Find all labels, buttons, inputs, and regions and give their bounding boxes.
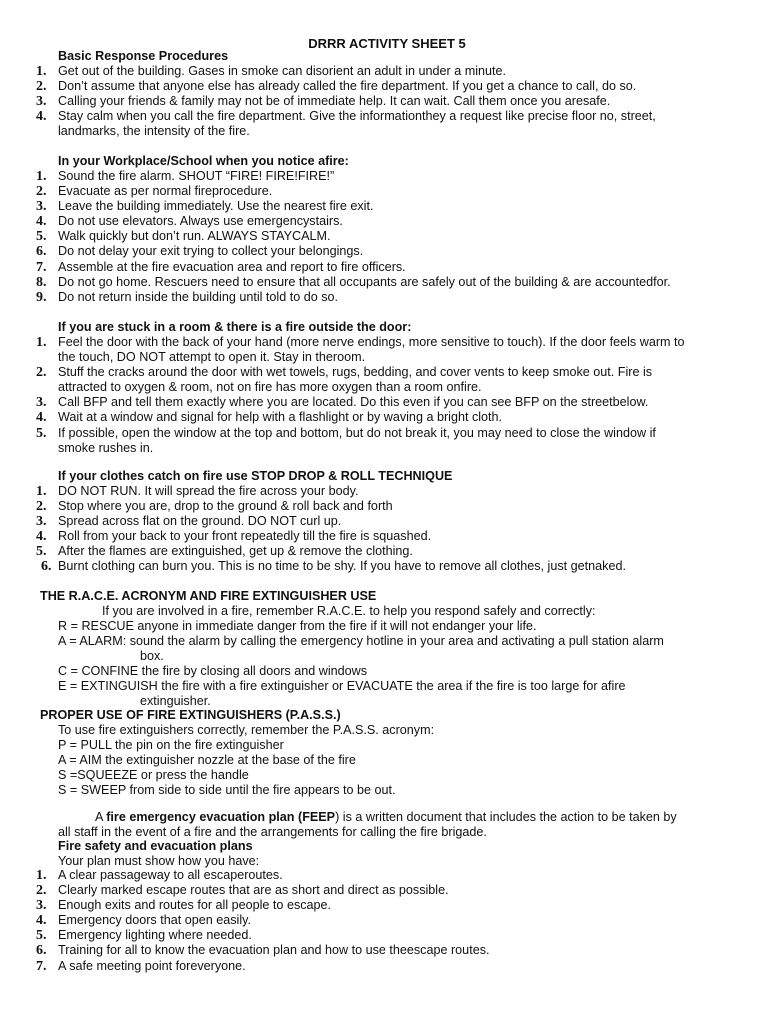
list-item-text: Feel the door with the back of your hand (more nerve endings, more sensitive to touch). If the door feels warm to the touch, DO NOT attempt to open it. Stay in theroom.: [58, 335, 685, 365]
list-number: 6.: [41, 559, 52, 575]
list-item: [0, 214, 768, 229]
list-item-text: Clearly marked escape routes that are as short and direct as possible.: [58, 883, 449, 898]
list-item: [0, 484, 768, 499]
feep-suffix: ) is a written document that includes the action to be taken by: [335, 810, 677, 824]
feep-intro: Your plan must show how you have:: [58, 854, 260, 868]
list-item: [0, 290, 768, 305]
section-heading-pass: PROPER USE OF FIRE EXTINGUISHERS (P.A.S.S.): [40, 708, 341, 722]
list-item-text: Burnt clothing can burn you. This is no time to be shy. If you have to remove all clothes, just getnaked.: [58, 559, 626, 574]
list-item-text: Do not use elevators. Always use emergencystairs.: [58, 214, 343, 229]
list-number: 6.: [36, 943, 47, 959]
list-item: [0, 868, 768, 883]
list-item-text: Don’t assume that anyone else has already called the fire department. If you get a chance to call, do so.: [58, 79, 637, 94]
pass-sweep: S = SWEEP from side to side until the fire appears to be out.: [58, 783, 396, 797]
list-item-text: Do not go home. Rescuers need to ensure that all occupants are safely out of the building & are accountedfor.: [58, 274, 671, 289]
list-number: 9.: [36, 289, 47, 305]
race-extinguish: E = EXTINGUISH the fire with a fire extinguisher or EVACUATE the area if the fire is too large for afire: [58, 679, 626, 693]
list-item: [0, 94, 768, 109]
list-number: 4.: [36, 913, 47, 929]
list-item: [0, 244, 768, 259]
list-number: 1.: [36, 868, 47, 883]
list-item: [0, 229, 768, 244]
section-heading-race: THE R.A.C.E. ACRONYM AND FIRE EXTINGUISHER USE: [40, 589, 377, 603]
list-item-text: Do not delay your exit trying to collect your belongings.: [58, 244, 364, 259]
list-item: [0, 275, 768, 290]
list-item: [0, 199, 768, 214]
list-item: [0, 913, 768, 928]
list-item-text: Emergency doors that open easily.: [58, 913, 251, 928]
list-item: [0, 559, 768, 574]
list-number: 4.: [36, 529, 47, 545]
list-item: [0, 883, 768, 898]
feep-line-2: all staff in the event of a fire and the arrangements for calling the fire brigade.: [58, 825, 487, 839]
list-item: [0, 395, 768, 410]
race-alarm-cont: box.: [140, 649, 164, 663]
race-intro: If you are involved in a fire, remember R.A.C.E. to help you respond safely and correctly:: [102, 604, 596, 618]
section-heading-stuck: If you are stuck in a room & there is a fire outside the door:: [58, 320, 412, 334]
list-number: 5.: [36, 425, 47, 441]
list-number: 4.: [36, 109, 47, 125]
list-clothes: [0, 484, 768, 575]
list-item-text: Stay calm when you call the fire department. Give the informationthey a request like precise floor no, street, landmarks, the intensity of the fire.: [58, 109, 656, 139]
pass-squeeze: S =SQUEEZE or press the handle: [58, 768, 249, 782]
list-number: 2.: [36, 184, 47, 200]
list-item: [0, 499, 768, 514]
list-number: 3.: [36, 395, 47, 411]
list-workplace: [0, 169, 768, 305]
race-rescue: R = RESCUE anyone in immediate danger from the fire if it will not endanger your life.: [58, 619, 537, 633]
list-basic: [0, 64, 768, 139]
pass-intro: To use fire extinguishers correctly, remember the P.A.S.S. acronym:: [58, 723, 435, 737]
feep-term: fire emergency evacuation plan (FEEP: [106, 810, 336, 824]
list-item-text: Stop where you are, drop to the ground & roll back and forth: [58, 499, 393, 514]
list-item-text: Do not return inside the building until told to do so.: [58, 289, 339, 304]
list-number: 7.: [36, 259, 47, 275]
list-item-text: Roll from your back to your front repeatedly till the fire is squashed.: [58, 529, 432, 544]
list-item: [0, 109, 768, 139]
list-item-text: Evacuate as per normal fireprocedure.: [58, 184, 273, 199]
list-number: 3.: [36, 94, 47, 110]
list-item: [0, 959, 768, 974]
list-item-text: Spread across flat on the ground. DO NOT curl up.: [58, 514, 342, 529]
list-number: 3.: [36, 199, 47, 215]
list-number: 1.: [36, 169, 47, 184]
list-number: 4.: [36, 410, 47, 426]
list-item: [0, 544, 768, 559]
section-heading-basic: Basic Response Procedures: [58, 49, 229, 63]
page-title-text: DRRR ACTIVITY SHEET 5: [308, 36, 466, 51]
list-item-text: Assemble at the fire evacuation area and report to fire officers.: [58, 259, 406, 274]
list-item-text: If possible, open the window at the top and bottom, but do not break it, you may need to close the window if smoke rushes in.: [58, 425, 656, 455]
list-item: [0, 79, 768, 94]
pass-pull: P = PULL the pin on the fire extinguisher: [58, 738, 284, 752]
list-number: 3.: [36, 514, 47, 530]
list-item: [0, 410, 768, 425]
list-number: 8.: [36, 274, 47, 290]
list-item: [0, 184, 768, 199]
list-item-text: After the flames are extinguished, get up & remove the clothing.: [58, 544, 413, 559]
list-item-text: Emergency lighting where needed.: [58, 928, 252, 943]
list-item-text: Wait at a window and signal for help with a flashlight or by waving a bright cloth.: [58, 410, 503, 425]
list-number: 1.: [36, 335, 47, 350]
list-item-text: Sound the fire alarm. SHOUT “FIRE! FIRE!FIRE!”: [58, 169, 335, 183]
list-item: [0, 426, 768, 456]
list-item-text: Enough exits and routes for all people to escape.: [58, 898, 332, 913]
list-number: 1.: [36, 64, 47, 79]
list-item: [0, 335, 768, 365]
feep-prefix: A: [95, 810, 107, 824]
list-item-text: Stuff the cracks around the door with wet towels, rugs, bedding, and cover vents to keep smoke out. Fire is attracted to oxygen & room, not on fire has more oxygen than a room onfire.: [58, 365, 653, 395]
list-number: 7.: [36, 958, 47, 974]
list-item-text: Walk quickly but don’t run. ALWAYS STAYCALM.: [58, 229, 331, 244]
list-item-text: Call BFP and tell them exactly where you are located. Do this even if you can see BFP on the streetbelow.: [58, 395, 649, 410]
list-number: 5.: [36, 544, 47, 560]
list-number: 2.: [36, 365, 47, 381]
section-heading-clothes: If your clothes catch on fire use STOP DROP & ROLL TECHNIQUE: [58, 469, 453, 483]
list-item: [0, 169, 768, 184]
list-item-text: Training for all to know the evacuation plan and how to use theescape routes.: [58, 943, 490, 958]
list-stuck: [0, 335, 768, 456]
list-item-text: Calling your friends & family may not be of immediate help. It can wait. Call them once you aresafe.: [58, 94, 611, 109]
list-item: [0, 529, 768, 544]
list-number: 5.: [36, 928, 47, 944]
list-item-text: Leave the building immediately. Use the nearest fire exit.: [58, 199, 374, 214]
list-item: [0, 64, 768, 79]
list-number: 4.: [36, 214, 47, 230]
list-feep: [0, 868, 768, 974]
list-number: 5.: [36, 229, 47, 245]
list-item: [0, 260, 768, 275]
list-number: 2.: [36, 883, 47, 899]
list-item-text: A clear passageway to all escaperoutes.: [58, 868, 283, 882]
list-item-text: A safe meeting point foreveryone.: [58, 958, 246, 973]
pass-aim: A = AIM the extinguisher nozzle at the base of the fire: [58, 753, 356, 767]
list-item: [0, 514, 768, 529]
list-number: 3.: [36, 898, 47, 914]
list-item: [0, 943, 768, 958]
list-item-text: DO NOT RUN. It will spread the fire across your body.: [58, 484, 359, 498]
race-confine: C = CONFINE the fire by closing all doors and windows: [58, 664, 368, 678]
race-extinguish-cont: extinguisher.: [140, 694, 211, 708]
list-item: [0, 365, 768, 395]
race-alarm: A = ALARM: sound the alarm by calling the emergency hotline in your area and activating a pull station alarm: [58, 634, 664, 648]
list-number: 2.: [36, 79, 47, 95]
list-item: [0, 928, 768, 943]
list-item: [0, 898, 768, 913]
list-item-text: Get out of the building. Gases in smoke can disorient an adult in under a minute.: [58, 64, 507, 78]
feep-line-1: [95, 810, 677, 825]
list-number: 2.: [36, 499, 47, 515]
list-number: 1.: [36, 484, 47, 499]
feep-heading-1: Fire safety and evacuation plans: [58, 839, 253, 853]
list-number: 6.: [36, 244, 47, 260]
section-heading-workplace: In your Workplace/School when you notice afire:: [58, 154, 349, 168]
